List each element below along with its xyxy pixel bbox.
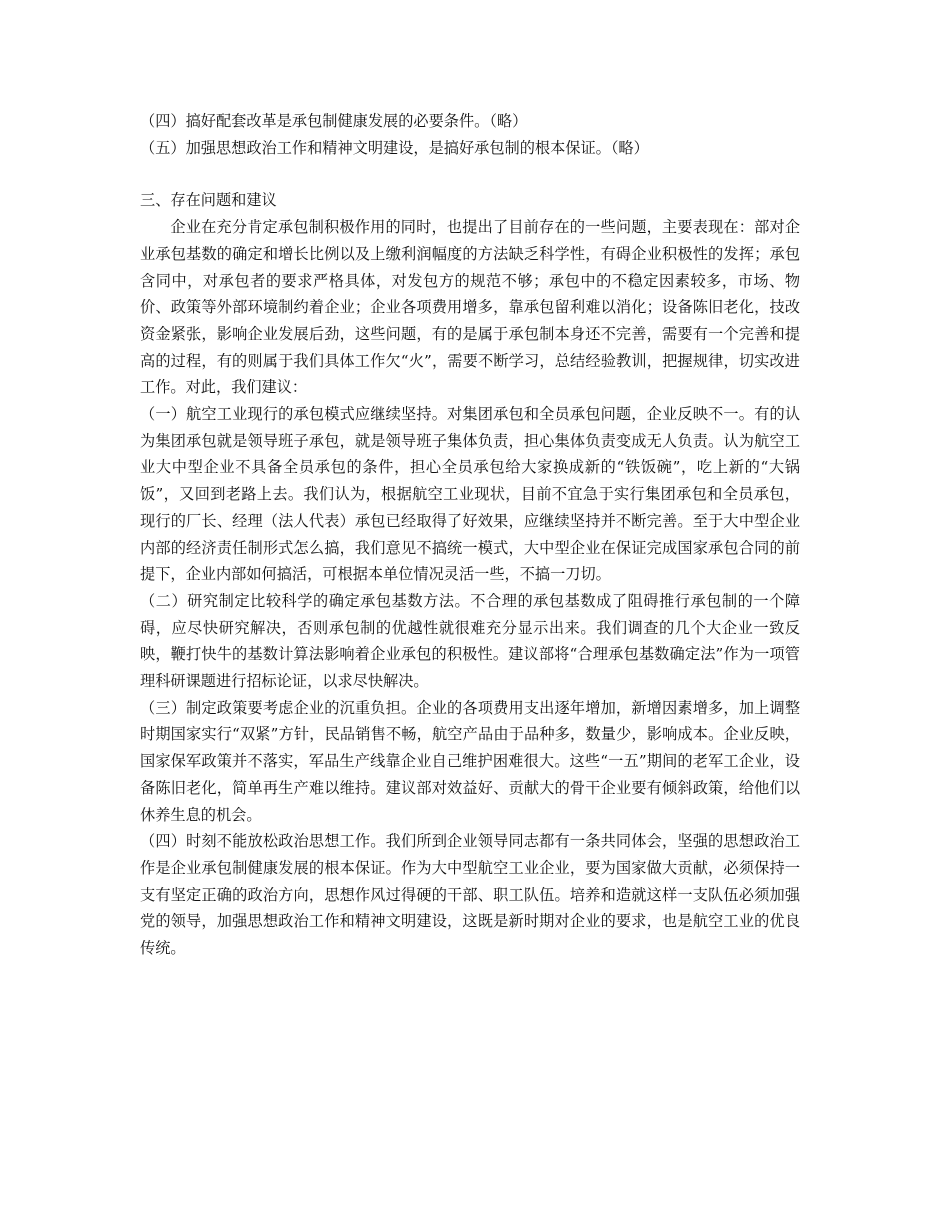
document-page: [140, 108, 800, 962]
intro-paragraph: 企业在充分肯定承包制积极作用的同时，也提出了目前存在的一些问题，主要表现在：部对企业承包基数的确定和增长比例以及上缴利润幅度的方法缺乏科学性，有碍企业积极性的发挥；承包含同中，对承包者的要求严格具体，对发包方的规范不够；承包中的不稳定因素较多，市场、物价、政策等外部环境制约着企业；企业各项费用增多，靠承包留利难以消化；设备陈旧老化，技改资金紧张，影响企业发展后劲，这些问题，有的是属于承包制本身还不完善，需要有一个完善和提高的过程，有的则属于我们具体工作欠“火”，需要不断学习，总结经验教训，把握规律，切实改进工作。对此，我们建议：: [140, 218, 800, 397]
suggestion-3: （三）制定政策要考虑企业的沉重负担。企业的各项费用支出逐年增加，新增因素增多，加上调整时期国家实行“双紧”方针，民品销售不畅，航空产品由于品种多，数量少，影响成本。企业反映，国家保军政策并不落实，军品生产线靠企业自己维护困难很大。这些“一五”期间的老军工企业，设备陈旧老化，简单再生产难以维持。建议部对效益好、贡献大的骨干企业要有倾斜政策，给他们以休养生息的机会。: [140, 698, 800, 824]
suggestion-1: （一）航空工业现行的承包模式应继续坚持。对集团承包和全员承包问题，企业反映不一。有的认为集团承包就是领导班子承包，就是领导班子集体负责，担心集体负责变成无人负责。认为航空工业大中型企业不具备全员承包的条件，担心全员承包给大家换成新的“铁饭碗”，吃上新的“大锅饭”，又回到老路上去。我们认为，根据航空工业现状，目前不宜急于实行集团承包和全员承包，现行的厂长、经理（法人代表）承包已经取得了好效果，应继续坚持并不断完善。至于大中型企业内部的经济责任制形式怎么搞，我们意见不搞统一模式，大中型企业在保证完成国家承包合同的前提下，企业内部如何搞活，可根据本单位情况灵活一些，不搞一刀切。: [140, 405, 800, 584]
section-title: 三、存在问题和建议: [140, 191, 277, 210]
suggestion-4: （四）时刻不能放松政治思想工作。我们所到企业领导同志都有一条共同体会，坚强的思想政治工作是企业承包制健康发展的根本保证。作为大中型航空工业企业，要为国家做大贡献，必须保持一支有坚定正确的政治方向，思想作风过得硬的干部、职工队伍。培养和造就这样一支队伍必须加强党的领导，加强思想政治工作和精神文明建设，这既是新时期对企业的要求，也是航空工业的优良传统。: [140, 832, 800, 958]
suggestion-2: （二）研究制定比较科学的确定承包基数方法。不合理的承包基数成了阻碍推行承包制的一个障碍，应尽快研究解决，否则承包制的优越性就很难充分显示出来。我们调查的几个大企业一致反映，鞭打快牛的基数计算法影响着企业承包的积极性。建议部将“合理承包基数确定法”作为一项管理科研课题进行招标论证，以求尽快解决。: [140, 591, 800, 691]
item-line-5: （五）加强思想政治工作和精神文明建设，是搞好承包制的根本保证。（略）: [140, 138, 649, 157]
item-line-4: （四）搞好配套改革是承包制健康发展的必要条件。（略）: [140, 112, 528, 130]
spacer: [140, 161, 800, 187]
